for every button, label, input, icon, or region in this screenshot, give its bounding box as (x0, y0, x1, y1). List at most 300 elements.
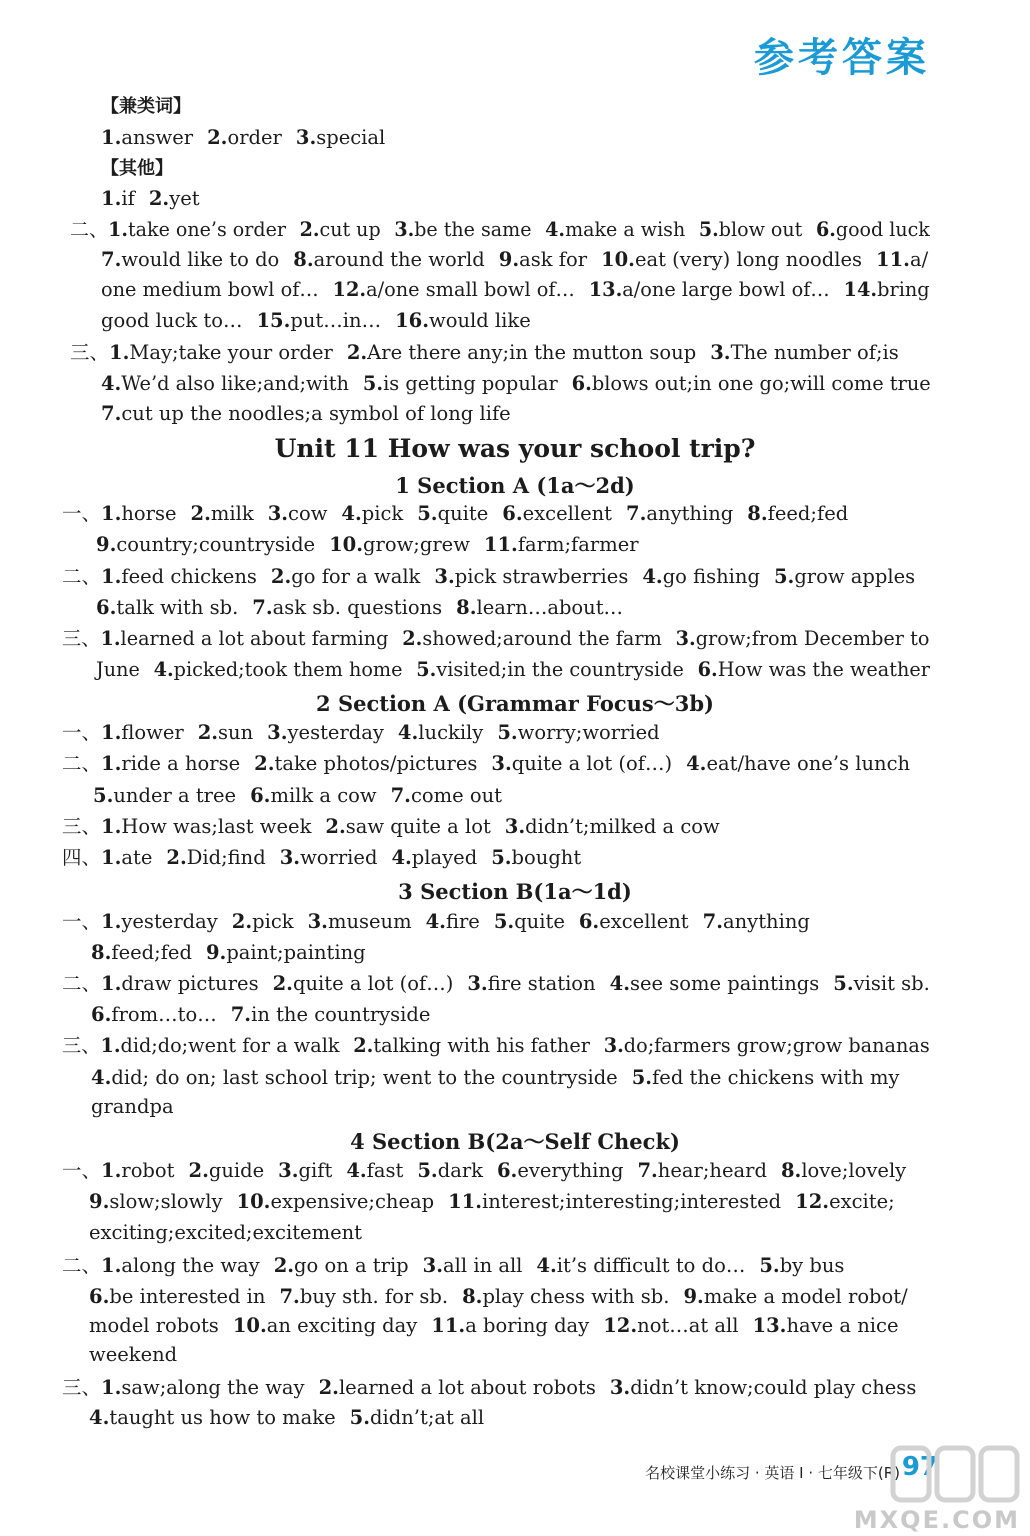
answer-item (96, 596, 238, 619)
answer-number: 1. (101, 1376, 122, 1399)
answer-item (191, 502, 254, 525)
answer-item (101, 278, 319, 301)
answer-item (101, 846, 152, 869)
answer-line (101, 402, 511, 426)
answer-text: have a nice (786, 1314, 899, 1337)
answer-text: How was;last week (121, 815, 312, 838)
answer-item (781, 1159, 906, 1182)
answer-text: ate (121, 846, 153, 869)
answer-number: 3. (307, 910, 328, 933)
answer-number: 1. (100, 1034, 121, 1057)
answer-item (274, 1254, 409, 1277)
answer-line (91, 1066, 899, 1090)
answer-number: 8. (462, 1285, 483, 1308)
answer-text: eat (very) long noodles (634, 248, 863, 271)
answer-number: 4. (89, 1406, 110, 1429)
answer-item (101, 721, 184, 744)
answer-number: 1. (101, 752, 122, 775)
answer-text: one medium bowl of… (101, 278, 319, 301)
answer-number: 1. (101, 910, 122, 933)
answer-item (603, 1314, 738, 1337)
answer-item (759, 1254, 844, 1277)
answer-text: fire station (487, 972, 596, 995)
answer-text: do;farmers grow;grow bananas (623, 1034, 930, 1057)
answer-text: picked;took them home (173, 658, 403, 681)
answer-item (189, 1159, 265, 1182)
answer-number: 2. (231, 910, 253, 933)
answer-number: 6. (496, 1159, 518, 1182)
answer-number: 5. (773, 565, 795, 588)
answer-number: 11. (431, 1314, 466, 1337)
answer-number: 7. (252, 596, 273, 619)
answer-text: be the same (414, 218, 532, 241)
answer-number: 5. (759, 1254, 780, 1277)
answer-text: quite (514, 910, 565, 933)
answer-item (491, 752, 672, 775)
category-label (101, 156, 173, 181)
answer-text: grow apples (794, 565, 916, 588)
answer-item (610, 972, 820, 995)
answer-number: 3. (467, 972, 488, 995)
answer-item (747, 502, 848, 525)
answer-number: 9. (205, 941, 227, 964)
answer-text: anything (723, 910, 810, 933)
answer-text: feed;fed (767, 502, 849, 525)
answer-number: 5. (417, 1159, 438, 1182)
answer-item (293, 248, 484, 271)
question-group-marker: 一、 (62, 721, 102, 744)
answer-number: 13. (752, 1314, 787, 1337)
answer-number: 1. (101, 126, 122, 149)
answer-text: be interested in (109, 1285, 266, 1308)
answer-number: 6. (816, 218, 836, 241)
answer-item (109, 341, 333, 364)
answer-line (62, 721, 660, 745)
answer-text: an exciting day (266, 1314, 418, 1337)
answer-text: ask for (519, 248, 588, 271)
answer-line (96, 658, 930, 682)
answer-item (795, 1190, 895, 1213)
answer-text: milk (210, 502, 254, 525)
answer-number: 4. (609, 972, 630, 995)
answer-number: 2. (346, 341, 368, 364)
answer-item (101, 752, 240, 775)
answer-item (300, 218, 381, 241)
question-group-marker: 一、 (62, 910, 102, 933)
answer-text: grow;grew (363, 533, 470, 556)
answer-number: 7. (230, 1003, 252, 1026)
answer-text: learned a lot about robots (338, 1376, 596, 1399)
footer-book-title: 名校课堂小练习 · 英语 I · 七年级下(R) (645, 1464, 900, 1482)
answer-number: 16. (395, 309, 430, 332)
answer-item (89, 1285, 265, 1308)
answer-number: 5. (631, 1066, 653, 1089)
answer-text: cut up (319, 218, 381, 241)
answer-text: blows out;in one go;will come true (591, 372, 931, 395)
answer-number: 7. (101, 248, 122, 271)
answer-number: 5. (698, 218, 719, 241)
answer-text: June (96, 658, 140, 681)
answer-text: visited;in the countryside (436, 658, 684, 681)
answer-text: along the way (121, 1254, 260, 1277)
answer-item (149, 187, 200, 210)
answer-line (101, 248, 928, 272)
answer-number: 5. (349, 1406, 371, 1429)
answer-number: 10. (601, 248, 635, 271)
answer-number: 7. (637, 1159, 658, 1182)
answer-number: 2. (190, 502, 211, 525)
answer-number: 1. (101, 187, 122, 210)
answer-text: buy sth. for sb. (299, 1285, 449, 1308)
answer-item (256, 309, 381, 332)
answer-item (91, 1066, 618, 1089)
answer-item (101, 1376, 305, 1399)
section-heading: 2 Section A (Grammar Focus～3b) (316, 691, 714, 716)
answer-item (206, 941, 366, 964)
category-label-text: 【兼类词】 (101, 96, 191, 117)
answer-number: 6. (578, 910, 600, 933)
answer-number: 1. (101, 502, 122, 525)
answer-text: all in all (443, 1254, 523, 1277)
answer-number: 3. (422, 1254, 444, 1277)
answer-item (391, 846, 477, 869)
answer-text: a/ (909, 248, 929, 271)
answer-text: order (227, 126, 282, 149)
answer-text: blow out (718, 218, 803, 241)
answer-text: make a model robot/ (703, 1285, 908, 1308)
answer-item (353, 1034, 590, 1057)
answer-item (395, 309, 531, 332)
answer-item (456, 596, 623, 619)
answer-text: paint;painting (226, 941, 366, 964)
answer-number: 2. (197, 721, 219, 744)
answer-item (484, 533, 639, 556)
question-group-marker: 三、 (62, 1034, 101, 1057)
answer-item (89, 1221, 362, 1244)
answer-text: under a tree (113, 784, 237, 807)
answer-item (341, 502, 403, 525)
answer-number: 12. (332, 278, 367, 301)
answer-number: 1. (101, 846, 122, 869)
answer-number: 4. (686, 752, 707, 775)
answer-item (391, 784, 502, 807)
answer-item (686, 752, 910, 775)
answer-item (642, 565, 760, 588)
answer-item (91, 1003, 217, 1026)
answer-number: 2. (166, 846, 187, 869)
answer-number: 9. (498, 248, 520, 271)
answer-item (610, 1376, 916, 1399)
answer-number: 15. (256, 309, 291, 332)
question-group-marker: 一、 (62, 1159, 102, 1182)
answer-text: model robots (89, 1314, 219, 1337)
answer-number: 9. (683, 1285, 704, 1308)
answer-number: 3. (491, 752, 512, 775)
page-number: 97 (901, 1452, 938, 1482)
answer-text: excite; (829, 1190, 895, 1213)
answer-line (89, 1221, 362, 1245)
answer-text: grandpa (91, 1095, 174, 1118)
answer-number: 12. (795, 1190, 830, 1213)
answer-text: farm;farmer (517, 533, 639, 556)
answer-item (347, 341, 696, 364)
answer-number: 6. (697, 658, 718, 681)
answer-item (604, 1034, 930, 1057)
answer-text: by bus (779, 1254, 845, 1277)
answer-item (462, 1285, 669, 1308)
answer-number: 3. (434, 565, 455, 588)
answer-text: learned a lot about farming (120, 627, 389, 650)
category-label (101, 94, 191, 119)
answer-text: quite a lot (of…) (511, 752, 673, 775)
answer-item (198, 721, 253, 744)
answer-line (89, 1285, 908, 1309)
answer-item (833, 972, 930, 995)
answer-text: fed the chickens with my (652, 1066, 900, 1089)
answer-line (96, 596, 623, 620)
answer-item (467, 972, 595, 995)
answer-item (325, 815, 490, 838)
answer-text: would like (429, 309, 531, 332)
answer-text: hear;heard (657, 1159, 767, 1182)
answer-item (254, 752, 477, 775)
answer-item (676, 627, 930, 650)
answer-line (101, 187, 200, 211)
answer-item (154, 658, 403, 681)
answer-item (101, 1254, 260, 1277)
answer-item (101, 402, 511, 425)
answer-number: 4. (545, 218, 566, 241)
answer-text: didn’t know;could play chess (630, 1376, 917, 1399)
answer-text: put…in… (290, 309, 382, 332)
answer-item (96, 658, 140, 681)
answer-item (502, 502, 612, 525)
answer-number: 5. (416, 658, 437, 681)
answer-number: 3. (267, 721, 288, 744)
answer-number: 7. (702, 910, 723, 933)
answer-text: saw;along the way (121, 1376, 305, 1399)
answer-text: weekend (89, 1343, 178, 1366)
answer-number: 2. (207, 126, 228, 149)
answer-item (505, 815, 720, 838)
answer-item (89, 1343, 177, 1366)
answer-text: did;do;went for a walk (120, 1034, 340, 1057)
answer-number: 5. (497, 721, 518, 744)
answer-number: 2. (318, 1376, 339, 1399)
answer-text: showed;around the farm (422, 627, 662, 650)
answer-text: a/one large bowl of… (622, 278, 830, 301)
answer-text: around the world (313, 248, 485, 271)
answer-text: special (316, 126, 386, 149)
answer-item (844, 278, 930, 301)
answer-number: 6. (96, 596, 117, 619)
answer-number: 13. (588, 278, 623, 301)
answer-number: 2. (254, 752, 275, 775)
answer-line (89, 1406, 484, 1430)
answer-line (101, 126, 385, 150)
answer-number: 1. (100, 627, 121, 650)
answer-text: go fishing (662, 565, 760, 588)
answer-text: yesterday (121, 910, 218, 933)
answer-text: worried (300, 846, 378, 869)
answer-number: 3. (609, 1376, 631, 1399)
answer-text: it’s difficult to do… (556, 1254, 746, 1277)
answer-text: We’d also like;and;with (121, 372, 349, 395)
answer-number: 2. (273, 1254, 295, 1277)
answer-item (753, 1314, 899, 1337)
answer-number: 1. (101, 1159, 122, 1182)
answer-number: 4. (153, 658, 174, 681)
answer-item (394, 218, 531, 241)
answer-text: not…at all (637, 1314, 739, 1337)
answer-text: make a wish (565, 218, 686, 241)
question-group-marker: 三、 (62, 1376, 102, 1399)
answer-item (252, 596, 442, 619)
question-group-marker: 二、 (62, 1254, 102, 1277)
answer-number: 6. (91, 1003, 112, 1026)
answer-number: 4. (642, 565, 663, 588)
category-label-text: 【其他】 (101, 158, 173, 179)
answer-item (89, 1190, 223, 1213)
answer-text: bought (511, 846, 582, 869)
answer-item (876, 248, 928, 271)
answer-text: dark (437, 1159, 483, 1182)
answer-number: 8. (293, 248, 314, 271)
answer-number: 1. (101, 565, 122, 588)
answer-item (89, 1314, 219, 1337)
answer-number: 9. (96, 533, 117, 556)
answer-text: excellent (599, 910, 689, 933)
answer-item (207, 126, 282, 149)
answer-text: good luck (835, 218, 930, 241)
answer-line (62, 1376, 916, 1400)
answer-number: 3. (603, 1034, 624, 1057)
answer-text: sun (218, 721, 254, 744)
answer-text: ride a horse (121, 752, 241, 775)
answer-item (499, 248, 587, 271)
answer-line (62, 1254, 844, 1278)
answer-text: in the countryside (251, 1003, 431, 1026)
answer-number: 5. (417, 502, 438, 525)
answer-item (589, 278, 830, 301)
answer-number: 2. (270, 565, 292, 588)
answer-number: 3. (278, 1159, 299, 1182)
answer-text: grow;from December to (695, 627, 930, 650)
answer-number: 11. (876, 248, 910, 271)
answer-text: from…to… (111, 1003, 217, 1026)
answer-number: 3. (675, 627, 696, 650)
answer-text: feed chickens (121, 565, 257, 588)
answer-item (278, 1159, 332, 1182)
answer-item (279, 1285, 448, 1308)
answer-line (89, 1190, 895, 1214)
answer-item (434, 565, 628, 588)
answer-item (703, 910, 810, 933)
answer-number: 3. (279, 846, 301, 869)
answer-text: feed;fed (111, 941, 192, 964)
answer-item (101, 187, 135, 210)
answer-item (89, 1406, 336, 1429)
answer-item (250, 784, 377, 807)
answer-number: 4. (341, 502, 362, 525)
answer-line (62, 1159, 906, 1183)
answer-item (101, 972, 259, 995)
answer-item (416, 658, 684, 681)
answer-number: 3. (295, 126, 317, 149)
answer-item (101, 309, 242, 332)
answer-item (491, 846, 581, 869)
answer-line (91, 1003, 430, 1027)
answer-item (698, 658, 930, 681)
answer-line (62, 752, 910, 776)
question-group-marker: 二、 (62, 565, 102, 588)
answer-text: didn’t;milked a cow (525, 815, 720, 838)
answer-number: 5. (93, 784, 114, 807)
answer-number: 2. (188, 1159, 209, 1182)
answer-item (271, 565, 420, 588)
answer-text: fast (366, 1159, 404, 1182)
answer-text: would like to do (121, 248, 280, 271)
section-heading: 3 Section B(1a～1d) (398, 879, 632, 904)
answer-line (101, 278, 930, 302)
answer-number: 3. (267, 502, 289, 525)
answer-text: pick (252, 910, 294, 933)
answer-text: May;take your order (129, 341, 333, 364)
answer-text: Did;find (186, 846, 266, 869)
answer-text: love;lovely (801, 1159, 907, 1182)
answer-item (280, 846, 378, 869)
answer-text: cow (288, 502, 328, 525)
answer-number: 1. (101, 972, 122, 995)
answer-item (710, 341, 899, 364)
answer-text: flower (121, 721, 184, 744)
question-group-marker: 二、 (70, 218, 109, 241)
question-group-marker: 二、 (62, 752, 102, 775)
answer-item (101, 815, 311, 838)
question-group-marker: 三、 (62, 815, 102, 838)
answer-line (96, 533, 639, 557)
answer-number: 1. (101, 815, 122, 838)
answer-number: 8. (91, 941, 112, 964)
answer-line (62, 627, 929, 651)
answer-number: 14. (843, 278, 878, 301)
answer-number: 2. (148, 187, 170, 210)
unit-heading: Unit 11 How was your school trip? (274, 434, 756, 463)
answer-text: didn’t;at all (370, 1406, 485, 1429)
answer-item (237, 1190, 435, 1213)
answer-text: horse (121, 502, 177, 525)
answer-text: bring (877, 278, 930, 301)
answer-text: draw pictures (121, 972, 259, 995)
answer-text: played (411, 846, 478, 869)
answer-number: 4. (391, 846, 412, 869)
answer-text: guide (208, 1159, 265, 1182)
answer-number: 1. (101, 721, 122, 744)
answer-number: 8. (456, 596, 477, 619)
answer-line (62, 972, 930, 996)
answer-line (62, 1034, 930, 1058)
answer-number: 8. (747, 502, 768, 525)
answer-text: talk with sb. (116, 596, 239, 619)
answer-item (632, 1066, 900, 1089)
answer-text: a boring day (465, 1314, 590, 1337)
answer-line (89, 1343, 177, 1367)
answer-line (62, 565, 915, 589)
answer-text: museum (327, 910, 412, 933)
answer-item (579, 910, 689, 933)
answer-item (100, 1034, 339, 1057)
answer-text: taught us how to make (109, 1406, 336, 1429)
